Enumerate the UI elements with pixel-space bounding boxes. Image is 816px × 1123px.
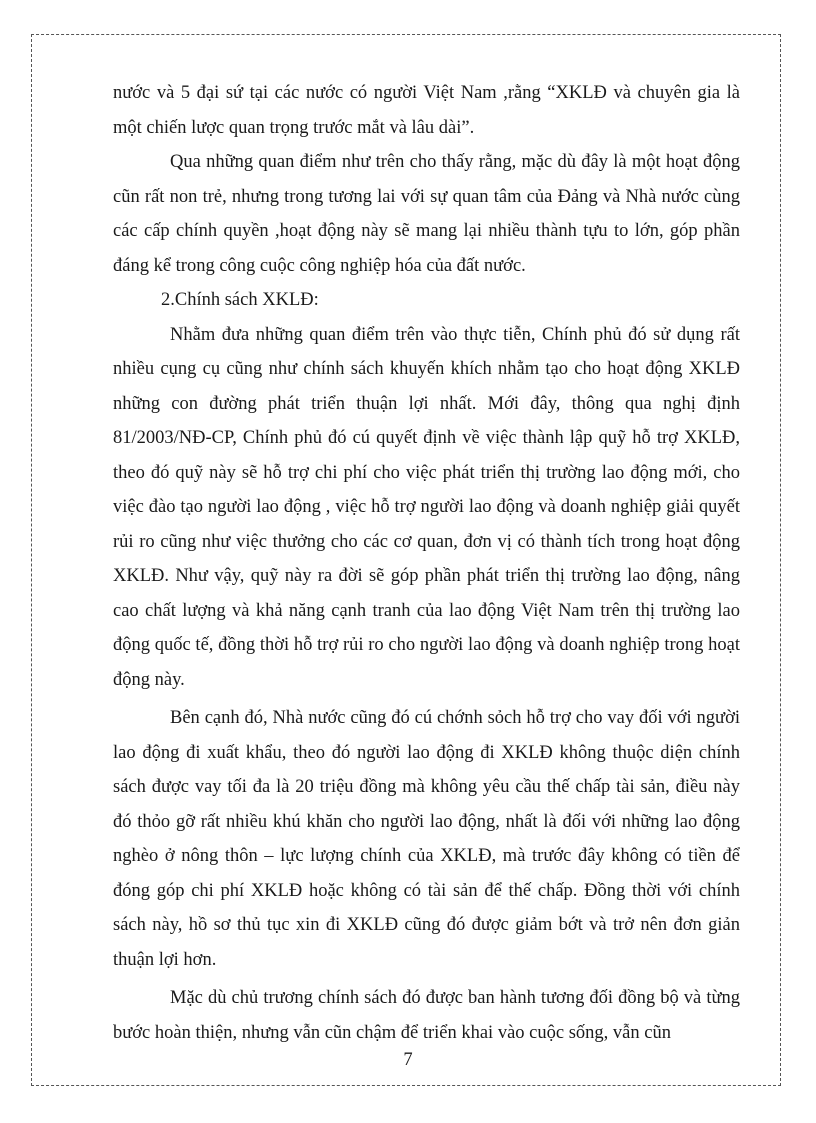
paragraph-5: Mặc dù chủ trương chính sách đó được ban hành tương đối đồng bộ và từng bước hoàn thiện, nhưng vẫn cũn chậm để triển khai vào cuộc sống, vẫn cũn	[113, 988, 740, 1043]
paragraph-1: nước và 5 đại sứ tại các nước có người Việt Nam ,rằng “XKLĐ và chuyên gia là một chiến lược quan trọng trước mắt và lâu dài”.	[113, 83, 740, 138]
paragraph-4: Bên cạnh đó, Nhà nước cũng đó cú chớnh sỏch hỗ trợ cho vay đối với người lao động đi xuất khẩu, theo đó người lao động đi XKLĐ không thuộc diện chính sách được vay tối đa là 20 triệu đồng mà không yêu cầu thế chấp tài sản, điều này đó thỏo gỡ rất nhiều khú khăn cho người lao động, nhất là đối với những lao động nghèo ở nông thôn – lực lượng chính của XKLĐ, mà trước đây không có tiền để đóng góp chi phí XKLĐ hoặc không có tài sản để thế chấp. Đồng thời với chính sách này, hồ sơ thủ tục xin đi XKLĐ cũng đó được giảm bớt và trở nên đơn giản thuận lợi hơn.	[113, 708, 740, 970]
section-heading: 2.Chính sách XKLĐ:	[161, 290, 319, 310]
page-number: 7	[403, 1050, 413, 1070]
document-body	[113, 76, 740, 1050]
paragraph-3: Nhằm đưa những quan điểm trên vào thực tiễn, Chính phủ đó sử dụng rất nhiều cụng cụ cũng như chính sách khuyến khích nhằm tạo cho hoạt động XKLĐ những con đường phát triển thuận lợi nhất. Mới đây, thông qua nghị định 81/2003/NĐ-CP, Chính phủ đó cú quyết định về việc thành lập quỹ hỗ trợ XKLĐ, theo đó quỹ này sẽ hỗ trợ chi phí cho việc phát triển thị trường lao động mới, cho việc đào tạo người lao động , việc hỗ trợ người lao động và doanh nghiệp giải quyết rủi ro cũng như việc thưởng cho các cơ quan, đơn vị có thành tích trong hoạt động XKLĐ. Như vậy, quỹ này ra đời sẽ góp phần phát triển thị trường lao động, nâng cao chất lượng và khả năng cạnh tranh của lao động Việt Nam trên thị trường lao động quốc tế, đồng thời hỗ trợ rủi ro cho người lao động và doanh nghiệp trong hoạt động này.	[113, 324, 740, 690]
paragraph-2: Qua những quan điểm như trên cho thấy rằng, mặc dù đây là một hoạt động cũn rất non trẻ, nhưng trong tương lai với sự quan tâm của Đảng và Nhà nước cùng các cấp chính quyền ,hoạt động này sẽ mang lại nhiều thành tựu to lớn, góp phần đáng kể trong công cuộc công nghiệp hóa của đất nước.	[113, 152, 740, 276]
